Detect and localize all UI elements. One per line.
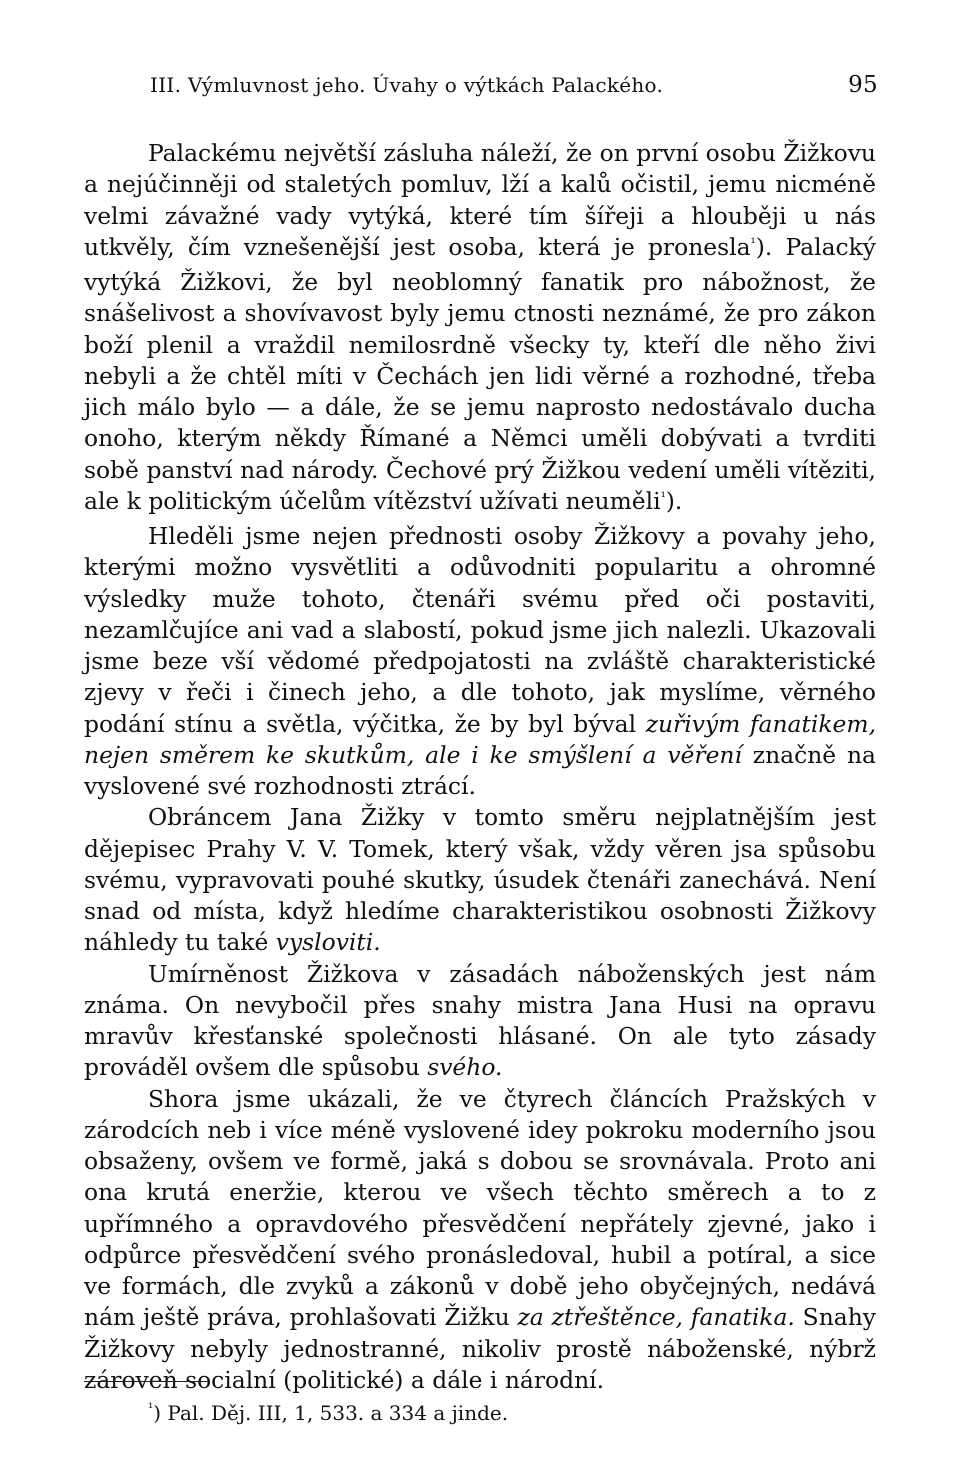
- italic-phrase: zuřivým fanatikem, nejen směrem ke skutkům, ale i ke smýšlení a věření: [84, 709, 876, 769]
- paragraph: [84, 802, 876, 958]
- main-text: [84, 138, 876, 1396]
- paragraph: [84, 521, 876, 802]
- paragraph-text: Umírněnost Žižkova v zásadách náboženských jest nám známa. On nevybočil přes snahy mistra Jana Husi na opravu mravův křesťanské společnosti hlásané. On ale tyto zásady prováděl ovšem dle spůsobu: [84, 959, 876, 1082]
- footnote-marker: ¹: [660, 489, 666, 505]
- paragraph-text: Shora jsme ukázali, že ve čtyrech článcích Pražských v zárodcích neb i více méně vyslovené idey pokroku moderního jsou obsaženy, ovšem ve formě, jaká s dobou se srovnávala. Proto ani ona krutá eneržie, kterou ve všech těchto směrech a to z upřímného a opravdového přesvědčení nepřátely zjevné, jako i odpůrce přesvědčení svého pronásledoval, hubil a potíral, a sice ve formách, dle zvyků a zákonů v době jeho obyčejných, nedává nám ještě práva, prohlašovati Žižku: [84, 1084, 876, 1332]
- running-header: [150, 72, 878, 108]
- paragraph-text: Hleděli jsme nejen přednosti osoby Žižkovy a povahy jeho, kterými možno vysvětliti a odůvodniti popularitu a ohromné výsledky muže tohoto, čtenáři svému před oči postaviti, nezamlčujíce ani vad a slabostí, pokud jsme jich nalezli. Ukazovali jsme beze vší vědomé předpojatosti na zvláště charakteristické zjevy v řeči i činech jeho, a dle tohoto, jak myslíme, věrného podání stínu a světla, výčitka, že by byl býval: [84, 522, 876, 738]
- footnote-text: ) Pal. Děj. III, 1, 533. a 334 a jinde.: [153, 1401, 509, 1425]
- footnote: [148, 1400, 508, 1430]
- paragraph: [84, 959, 876, 1084]
- running-title: III. Výmluvnost jeho. Úvahy o výtkách Palackého.: [150, 73, 664, 97]
- italic-phrase: za ztřeštěnce, fanatika.: [517, 1303, 795, 1332]
- footnote-divider: [84, 1381, 208, 1382]
- paragraph-text: Palackému největší zásluha náleží, že on první osobu Žižkovu a nejúčinněji od staletých pomluv, lží a kalů očistil, jemu nicméně velmi závažné vady vytýká, které tím šířeji a hlouběji u nás utkvěly, čím vznešenější jest osoba, která je pronesla: [84, 139, 876, 261]
- paragraph-text: Snahy Žižkovy nebyly jednostranné, nikoliv prostě náboženské, nýbrž zároveň socialní (politické) a dále i národní.: [84, 1303, 876, 1394]
- italic-phrase: svého.: [427, 1053, 503, 1082]
- footnote-marker: ¹: [750, 235, 756, 251]
- paragraph-text: ).: [665, 486, 683, 515]
- italic-phrase: vysloviti.: [275, 928, 381, 957]
- paragraph: [84, 138, 876, 521]
- paragraph-text: značně na vyslovené své rozhodnosti ztrácí.: [84, 740, 876, 800]
- page-number: 95: [848, 72, 878, 98]
- footnote-marker: ¹: [148, 1401, 154, 1416]
- paragraph: [84, 1084, 876, 1397]
- paragraph-text: Obráncem Jana Žižky v tomto směru nejplatnějším jest dějepisec Prahy V. V. Tomek, který však, vždy věren jsa spůsobu svému, vypravovati pouhé skutky, úsudek čtenáři zanechává. Není snad od místa, když hledíme charakteristikou osobnosti Žižkovy náhledy tu také: [84, 803, 876, 957]
- paragraph-text: ). Palacký vytýká Žižkovi, že byl neoblomný fanatik pro nábožnost, že snášelivost a shovívavost byly jemu ctnosti neznámé, že pro zákon boží plenil a vraždil nemilosrdně všecky ty, kteří dle něho živi nebyli a že chtěl míti v Čechách jen lidi věrné a rozhodné, třeba jich málo bylo — a dále, že se jemu naprosto nedostávalo ducha onoho, kterým někdy Římané a Němci uměli dobývati a tvrditi sobě panství nad národy. Čechové prý Žižkou vedení uměli vítěziti, ale k politickým účelům vítězství užívati neuměli: [84, 232, 876, 515]
